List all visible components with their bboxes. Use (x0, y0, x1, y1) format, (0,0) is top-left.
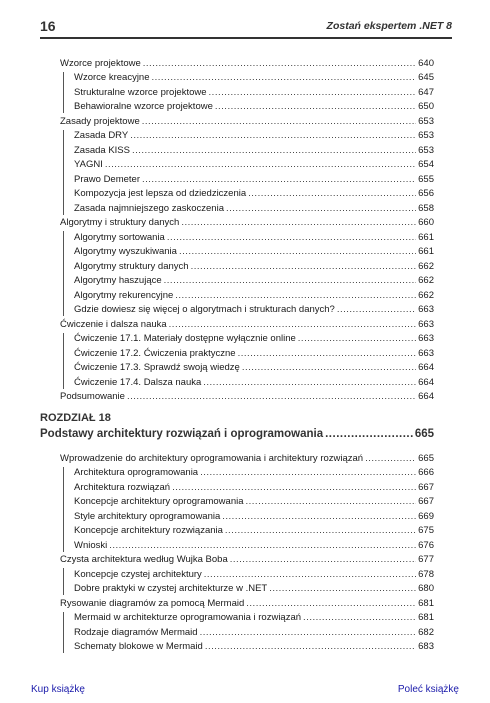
entry-title: Architektura rozwiązań (74, 481, 171, 493)
entry-title: Algorytmy sortowania (74, 231, 165, 243)
dot-leader (225, 524, 416, 537)
dot-leader (191, 260, 417, 273)
dot-leader (105, 158, 416, 171)
entry-title: Rysowanie diagramów za pomocą Mermaid (60, 597, 245, 609)
entry-page: 650 (418, 101, 434, 112)
entry-title: Wzorce kreacyjne (74, 72, 150, 83)
entry-title: Gdzie dowiesz się więcej o algorytmach i strukturach danych? (74, 304, 335, 315)
dot-leader (269, 582, 416, 595)
toc-subsection-entry (60, 186, 434, 201)
toc-subsection-entry (60, 479, 434, 494)
toc-subsection-entry (60, 566, 434, 581)
entry-title: Podsumowanie (60, 391, 125, 402)
entry-title: Czysta architektura według Wujka Boba (60, 554, 228, 565)
dot-leader (152, 71, 417, 84)
entry-page: 675 (418, 525, 434, 536)
entry-title: Wnioski (74, 539, 108, 551)
header-rule (40, 37, 452, 39)
dot-leader (246, 495, 417, 508)
entry-page: 663 (418, 318, 434, 330)
entry-title: Ćwiczenie 17.3. Sprawdź swoją wiedzę (74, 362, 240, 373)
entry-page: 664 (418, 362, 434, 373)
dot-leader (130, 129, 416, 142)
toc-subsection-entry (60, 345, 434, 360)
toc-subsection-entry (60, 581, 434, 596)
entry-page: 681 (418, 612, 434, 623)
chapter-page: 665 (414, 428, 434, 440)
section-indent-line (63, 568, 64, 595)
entry-page: 669 (418, 510, 434, 522)
entry-page: 676 (418, 539, 434, 551)
entry-page: 663 (418, 304, 434, 315)
entry-title: Algorytmy haszujące (74, 275, 162, 286)
toc-section-entry (60, 215, 434, 230)
entry-title: Behawioralne wzorce projektowe (74, 101, 213, 112)
entry-title: Style architektury oprogramowania (74, 510, 221, 522)
entry-title: Wzorce projektowe (60, 57, 141, 69)
entry-page: 665 (418, 452, 434, 464)
dot-leader (204, 568, 416, 581)
entry-page: 647 (418, 86, 434, 98)
dot-leader (242, 361, 416, 374)
entry-page: 660 (418, 217, 434, 228)
toc-subsection-entry (60, 331, 434, 346)
entry-page: 655 (418, 173, 434, 185)
section-indent-line (63, 612, 64, 654)
section-indent-line (63, 72, 64, 114)
entry-page: 662 (418, 289, 434, 301)
entry-title: Algorytmy struktury danych (74, 260, 189, 272)
toc-subsection-entry (60, 258, 434, 273)
dot-leader (215, 100, 416, 113)
toc-subsection-entry (60, 244, 434, 259)
entry-page: 683 (418, 641, 434, 652)
toc-subsection-entry (60, 624, 434, 639)
toc-subsection-entry (60, 360, 434, 375)
dot-leader (226, 202, 416, 215)
entry-title: Ćwiczenie i dalsza nauka (60, 318, 167, 330)
section-indent-line (63, 333, 64, 389)
entry-page: 653 (418, 115, 434, 127)
dot-leader (172, 481, 416, 494)
dot-leader (200, 626, 417, 639)
page-header (40, 18, 452, 36)
toc-section-entry (60, 450, 434, 465)
dot-leader (109, 539, 416, 552)
dot-leader (209, 86, 417, 99)
entry-page: 645 (418, 72, 434, 83)
toc-subsection-entry (60, 639, 434, 654)
entry-title: Schematy blokowe w Mermaid (74, 641, 203, 652)
toc-subsection-entry (60, 465, 434, 480)
toc-subsection-entry (60, 99, 434, 114)
entry-page: 663 (418, 347, 434, 359)
toc-section-entry (60, 389, 434, 404)
entry-title: Zasady projektowe (60, 115, 140, 127)
entry-page: 661 (418, 231, 434, 243)
toc-section-chapter-18 (60, 450, 434, 653)
entry-title: Algorytmy i struktury danych (60, 217, 180, 228)
recommend-book-link[interactable]: Poleć książkę (397, 684, 459, 695)
toc-section-chapter-17 (60, 55, 434, 403)
toc-subsection-entry (60, 537, 434, 552)
entry-page: 678 (418, 568, 434, 580)
entry-title: Wprowadzenie do architektury oprogramowania i architektury rozwiązań (60, 452, 364, 464)
entry-title: Zasada KISS (74, 144, 130, 156)
entry-page: 682 (418, 626, 434, 638)
dot-leader (142, 115, 416, 128)
entry-title: Dobre praktyki w czystej architekturze w .NET (74, 583, 268, 594)
entry-page: 653 (418, 144, 434, 156)
dot-leader (179, 245, 416, 258)
page-number: 16 (40, 18, 56, 34)
entry-title: Zasada najmniejszego zaskoczenia (74, 202, 224, 214)
entry-title: Zasada DRY (74, 130, 129, 141)
toc-subsection-entry (60, 494, 434, 509)
toc-subsection-entry (60, 302, 434, 317)
dot-leader (169, 318, 416, 331)
entry-title: Koncepcje czystej architektury (74, 568, 202, 580)
entry-page: 653 (418, 130, 434, 141)
entry-page: 656 (418, 188, 434, 199)
entry-title: Strukturalne wzorce projektowe (74, 86, 207, 98)
entry-page: 662 (418, 260, 434, 272)
entry-page: 681 (418, 597, 434, 609)
entry-title: Koncepcje architektury rozwiązania (74, 525, 223, 536)
dot-leader (127, 390, 416, 403)
dot-leader (325, 428, 413, 440)
dot-leader (248, 187, 416, 200)
toc-subsection-entry (60, 157, 434, 172)
entry-title: YAGNI (74, 159, 103, 170)
toc-section-entry (60, 552, 434, 567)
toc-section-entry (60, 113, 434, 128)
toc-subsection-entry (60, 610, 434, 625)
toc-subsection-entry (60, 523, 434, 538)
dot-leader (175, 289, 416, 302)
toc-subsection-entry (60, 374, 434, 389)
toc-subsection-entry (60, 273, 434, 288)
toc-section-entry (60, 55, 434, 70)
toc-subsection-entry (60, 142, 434, 157)
section-indent-line (63, 467, 64, 552)
entry-title: Koncepcje architektury oprogramowania (74, 496, 244, 507)
toc-subsection-entry (60, 287, 434, 302)
entry-page: 667 (418, 496, 434, 507)
entry-page: 664 (418, 376, 434, 388)
entry-title: Mermaid w architekturze oprogramowania i rozwiązań (74, 612, 302, 623)
entry-page: 654 (418, 159, 434, 170)
entry-title: Ćwiczenie 17.2. Ćwiczenia praktyczne (74, 347, 236, 359)
entry-page: 658 (418, 202, 434, 214)
toc-subsection-entry (60, 171, 434, 186)
entry-title: Algorytmy wyszukiwania (74, 246, 177, 257)
entry-title: Rodzaje diagramów Mermaid (74, 626, 198, 638)
toc-subsection-entry (60, 508, 434, 523)
dot-leader (365, 452, 416, 465)
entry-page: 640 (418, 57, 434, 69)
dot-leader (230, 553, 416, 566)
dot-leader (222, 510, 416, 523)
entry-page: 667 (418, 481, 434, 493)
dot-leader (167, 231, 416, 244)
toc-section-entry (60, 595, 434, 610)
entry-page: 661 (418, 246, 434, 257)
dot-leader (337, 303, 416, 316)
toc-section-entry (60, 316, 434, 331)
chapter-label: ROZDZIAŁ 18 (40, 412, 111, 424)
section-indent-line (63, 130, 64, 215)
entry-page: 663 (418, 333, 434, 344)
dot-leader (205, 640, 416, 653)
dot-leader (142, 173, 416, 186)
dot-leader (298, 332, 416, 345)
dot-leader (143, 57, 416, 70)
dot-leader (303, 611, 416, 624)
dot-leader (132, 144, 416, 157)
entry-page: 666 (418, 467, 434, 478)
toc-subsection-entry (60, 84, 434, 99)
entry-page: 677 (418, 554, 434, 565)
entry-page: 680 (418, 583, 434, 594)
chapter-title-entry (40, 428, 434, 440)
entry-page: 662 (418, 275, 434, 286)
entry-title: Architektura oprogramowania (74, 467, 199, 478)
entry-title: Algorytmy rekurencyjne (74, 289, 174, 301)
toc-subsection-entry (60, 70, 434, 85)
chapter-title: Podstawy architektury rozwiązań i oprogramowania (40, 428, 324, 440)
entry-title: Kompozycja jest lepsza od dziedziczenia (74, 188, 247, 199)
dot-leader (238, 347, 417, 360)
toc-subsection-entry (60, 229, 434, 244)
dot-leader (246, 597, 416, 610)
book-title: Zostań ekspertem .NET 8 (326, 20, 452, 32)
toc-subsection-entry (60, 128, 434, 143)
dot-leader (203, 376, 416, 389)
entry-title: Ćwiczenie 17.4. Dalsza nauka (74, 376, 202, 388)
entry-page: 664 (418, 391, 434, 402)
dot-leader (200, 466, 416, 479)
entry-title: Prawo Demeter (74, 173, 140, 185)
dot-leader (181, 216, 416, 229)
section-indent-line (63, 231, 64, 316)
toc-subsection-entry (60, 200, 434, 215)
entry-title: Ćwiczenie 17.1. Materiały dostępne wyłącznie online (74, 333, 296, 344)
buy-book-link[interactable]: Kup książkę (31, 684, 85, 695)
dot-leader (164, 274, 416, 287)
